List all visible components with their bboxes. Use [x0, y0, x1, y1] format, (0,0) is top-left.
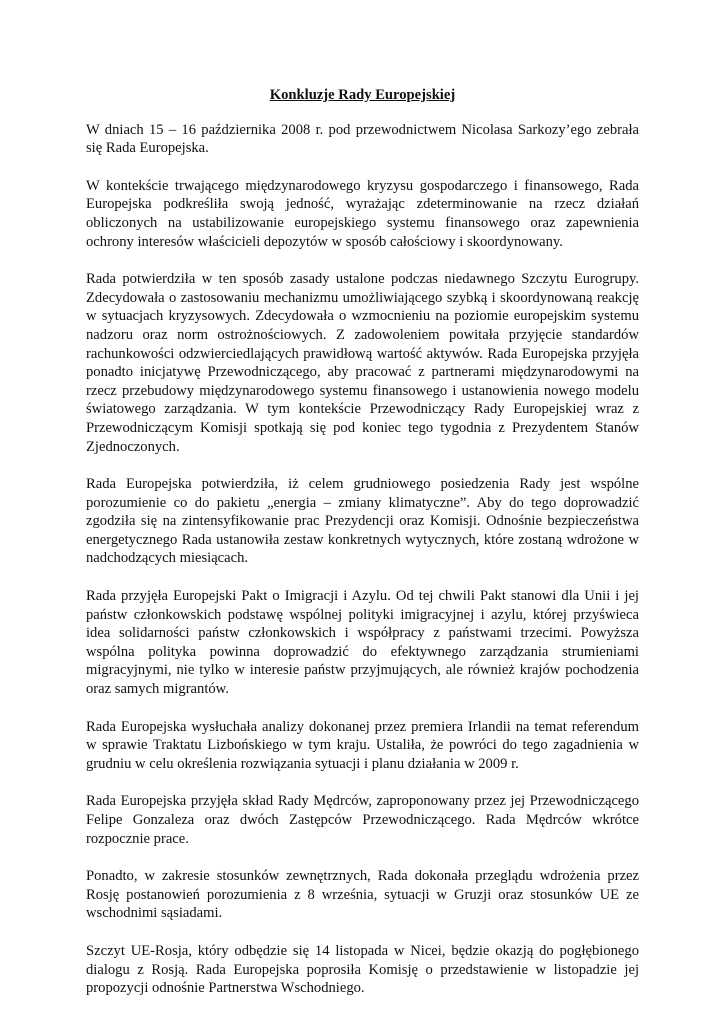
paragraph-5: Rada przyjęła Europejski Pakt o Imigracji i Azylu. Od tej chwili Pakt stanowi dla Unii i jej państw członkowskich podstawę wspólnej polityki imigracyjnej i azylu, której przyświeca idea solidarności państw członkowskich i współpracy z państwami trzecimi. Powyższa wspólna polityka powinna doprowadzić do efektywnego zarządzania strumieniami migracyjnymi, nie tylko w interesie państw przyjmujących, ale również krajów pochodzenia oraz samych migrantów.	[86, 588, 639, 698]
paragraph-3: Rada potwierdziła w ten sposób zasady ustalone podczas niedawnego Szczytu Eurogrupy. Zdecydowała o zastosowaniu mechanizmu umożliwiającego szybką i skoordynowaną reakcję w sytuacjach kryzysowych. Zdecydowała o wzmocnieniu na poziomie europejskim systemu nadzoru oraz norm ostrożnościowych. Z zadowoleniem powitała przyjęcie standardów rachunkowości odzwierciedlających prawidłową wartość aktywów. Rada Europejska przyjęła ponadto inicjatywę Przewodniczącego, aby pracować z partnerami międzynarodowymi na rzecz przebudowy międzynarodowego systemu finansowego i ustanowienia nowego modelu światowego zarządzania. W tym kontekście Przewodniczący Rady Europejskiej wraz z Przewodniczącym Komisji spotkają się pod koniec tego tygodnia z Prezydentem Stanów Zjednoczonych.	[86, 271, 639, 455]
paragraph-4: Rada Europejska potwierdziła, iż celem grudniowego posiedzenia Rady jest wspólne porozumienie co do pakietu „energia – zmiany klimatyczne”. Aby do tego doprowadzić zgodziła się na zintensyfikowanie prac Prezydencji oraz Komisji. Odnośnie bezpieczeństwa energetycznego Rada ustanowiła zestaw konkretnych wytycznych, które zostaną wdrożone w nadchodzących miesiącach.	[86, 476, 639, 567]
paragraph-9: Szczyt UE-Rosja, który odbędzie się 14 listopada w Nicei, będzie okazją do pogłębionego dialogu z Rosją. Rada Europejska poprosiła Komisję o przedstawienie w listopadzie jej propozycji odnośnie Partnerstwa Wschodniego.	[86, 942, 639, 997]
paragraph-7: Rada Europejska przyjęła skład Rady Mędrców, zaproponowany przez jej Przewodniczącego Felipe Gonzaleza oraz dwóch Zastępców Przewodniczącego. Rada Mędrców wkrótce rozpocznie prace.	[86, 793, 639, 847]
paragraph-2: W kontekście trwającego międzynarodowego kryzysu gospodarczego i finansowego, Rada Europejska podkreśliła swoją jedność, wyrażając zdeterminowanie na rzecz działań obliczonych na ustabilizowanie europejskiego systemu finansowego oraz zapewnienia ochrony interesów właścicieli depozytów w sposób całościowy i skoordynowany.	[86, 177, 639, 250]
paragraph-8: Ponadto, w zakresie stosunków zewnętrznych, Rada dokonała przeglądu wdrożenia przez Rosję postanowień porozumienia z 8 września, sytuacji w Gruzji oraz stosunków UE ze wschodnimi sąsiadami.	[86, 868, 639, 922]
paragraph-1: W dniach 15 – 16 października 2008 r. pod przewodnictwem Nicolasa Sarkozy’ego zebrała się Rada Europejska.	[86, 121, 639, 157]
document-title: Konkluzje Rady Europejskiej	[269, 87, 456, 103]
document-page	[86, 86, 639, 1017]
paragraph-6: Rada Europejska wysłuchała analizy dokonanej przez premiera Irlandii na temat referendum w sprawie Traktatu Lizbońskiego w tym kraju. Ustaliła, że powróci do tego zagadnienia w grudniu w celu określenia rozwiązania sytuacji i planu działania w 2009 r.	[86, 718, 639, 772]
